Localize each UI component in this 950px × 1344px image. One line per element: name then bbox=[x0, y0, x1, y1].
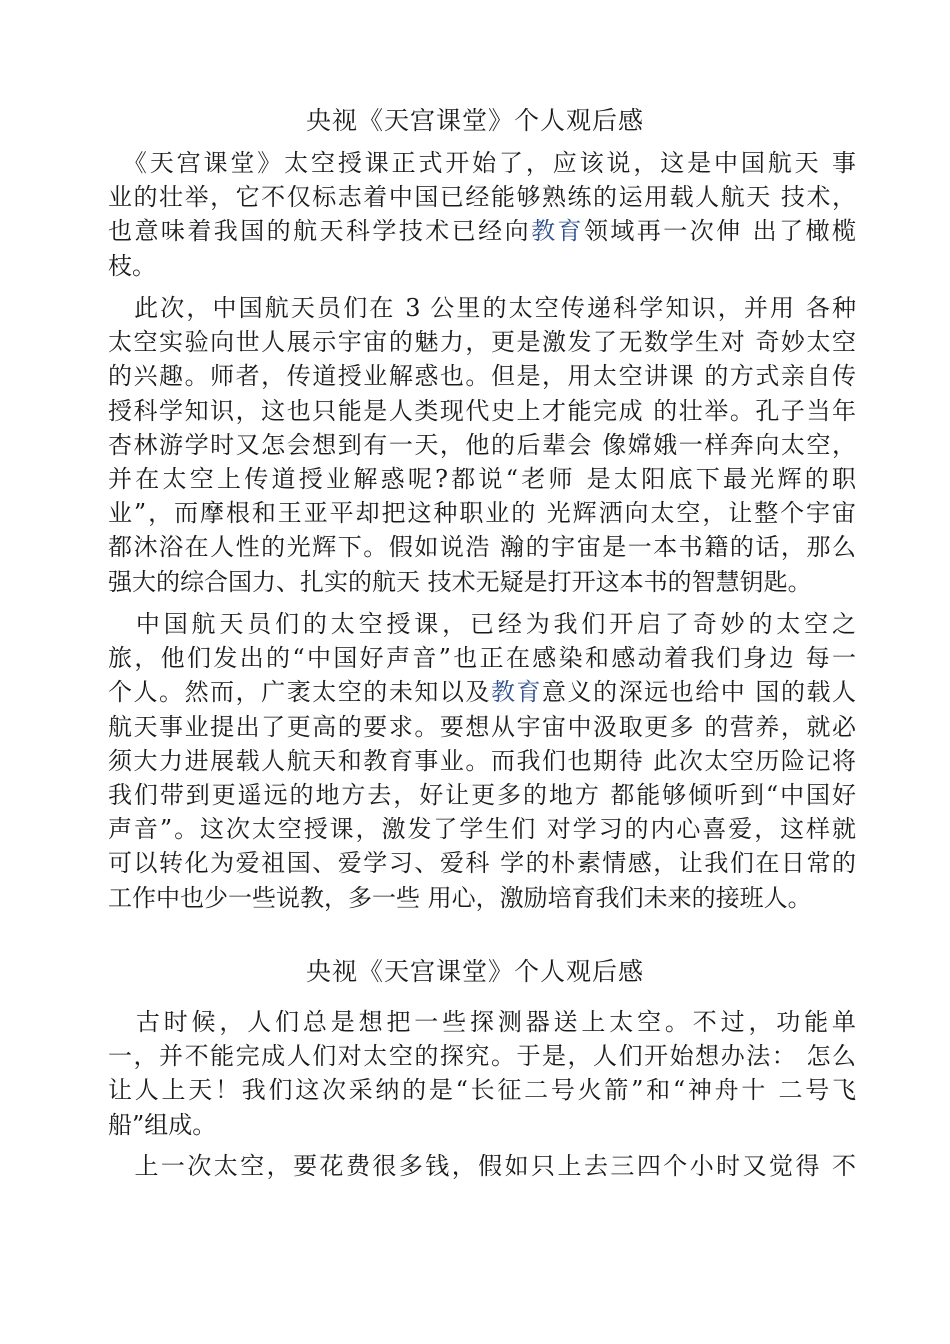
text-line: 太空实验向世人展示宇宙的魅力，更是激发了无数学生对 奇妙太空 bbox=[108, 328, 856, 357]
section-1-paragraph-3 bbox=[108, 607, 856, 915]
text-line: 业”，而摩根和王亚平却把这种职业的 光辉洒向太空，让整个宇宙 bbox=[108, 499, 856, 528]
text-line: 《天宫课堂》太空授课正式开始了，应该说，这是中国航天 事 bbox=[108, 149, 856, 177]
text-line-with-link bbox=[108, 675, 856, 709]
text-line-part: 领域再一次伸 出了橄榄 bbox=[583, 217, 856, 246]
text-line: 的兴趣。师者，传道授业解惑也。但是，用太空讲课 的方式亲自传 bbox=[108, 362, 856, 391]
text-line: 旅，他们发出的“中国好声音”也正在感染和感动着我们身边 每一 bbox=[108, 644, 856, 673]
text-line: 强大的综合国力、扎实的航天 技术无疑是打开这本书的智慧钥匙。 bbox=[108, 567, 812, 596]
text-line: 枝。 bbox=[108, 251, 156, 280]
text-line: 航天事业提出了更高的要求。要想从宇宙中汲取更多 的营养，就必 bbox=[108, 712, 856, 741]
text-line: 一，并不能完成人们对太空的探究。于是，人们开始想办法： 怎么 bbox=[108, 1042, 856, 1071]
text-line: 我们带到更遥远的地方去，好让更多的地方 都能够倾听到“中国好 bbox=[108, 781, 856, 810]
text-line: 船”组成。 bbox=[108, 1110, 217, 1139]
text-line: 授科学知识，这也只能是人类现代史上才能完成 的壮举。孔子当年 bbox=[108, 396, 856, 425]
text-line-part: 意义的深远也给中 国的载人 bbox=[542, 678, 856, 707]
text-line: 工作中也少一些说教，多一些 用心，激励培育我们未来的接班人。 bbox=[108, 883, 812, 912]
text-line: 上一次太空，要花费很多钱，假如只上去三四个小时又觉得 不 bbox=[108, 1152, 856, 1180]
text-line: 都沐浴在人性的光辉下。假如说浩 瀚的宇宙是一本书籍的话，那么 bbox=[108, 533, 856, 562]
text-line-with-link bbox=[108, 214, 856, 248]
section-2-paragraph-2 bbox=[108, 1149, 856, 1183]
section-1-paragraph-2 bbox=[108, 291, 856, 599]
text-line: 业的壮举，它不仅标志着中国已经能够熟练的运用载人航天 技术， bbox=[108, 183, 856, 212]
section-2-paragraph-1 bbox=[108, 1005, 856, 1142]
education-link[interactable]: 教育 bbox=[531, 217, 584, 246]
text-line: 古时候，人们总是想把一些探测器送上太空。不过，功能单 bbox=[108, 1008, 856, 1036]
text-line: 并在太空上传道授业解惑呢?都说“老师 是太阳底下最光辉的职 bbox=[108, 465, 856, 494]
text-line: 可以转化为爱祖国、爱学习、爱科 学的朴素情感，让我们在日常的 bbox=[108, 849, 856, 878]
text-line: 让人上天！我们这次采纳的是“长征二号火箭”和“神舟十 二号飞 bbox=[108, 1076, 856, 1105]
text-line: 中国航天员们的太空授课，已经为我们开启了奇妙的太空之 bbox=[108, 610, 856, 638]
education-link[interactable]: 教育 bbox=[490, 678, 543, 707]
text-line: 声音”。这次太空授课，激发了学生们 对学习的内心喜爱，这样就 bbox=[108, 815, 856, 844]
text-line: 此次，中国航天员们在 3 公里的太空传递科学知识，并用 各种 bbox=[108, 294, 856, 322]
section-1-title: 央视《天宫课堂》个人观后感 bbox=[305, 106, 644, 135]
text-line: 杏林游学时又怎会想到有一天，他的后辈会 像嫦娥一样奔向太空， bbox=[108, 430, 856, 459]
text-line: 须大力进展载人航天和教育事业。而我们也期待 此次太空历险记将 bbox=[108, 746, 856, 775]
section-2-title: 央视《天宫课堂》个人观后感 bbox=[305, 957, 644, 986]
text-line-part: 也意味着我国的航天科学技术已经向 bbox=[108, 217, 532, 246]
section-1-paragraph-1 bbox=[108, 146, 856, 283]
text-line-part: 个人。然而，广袤太空的未知以及 bbox=[108, 678, 491, 707]
